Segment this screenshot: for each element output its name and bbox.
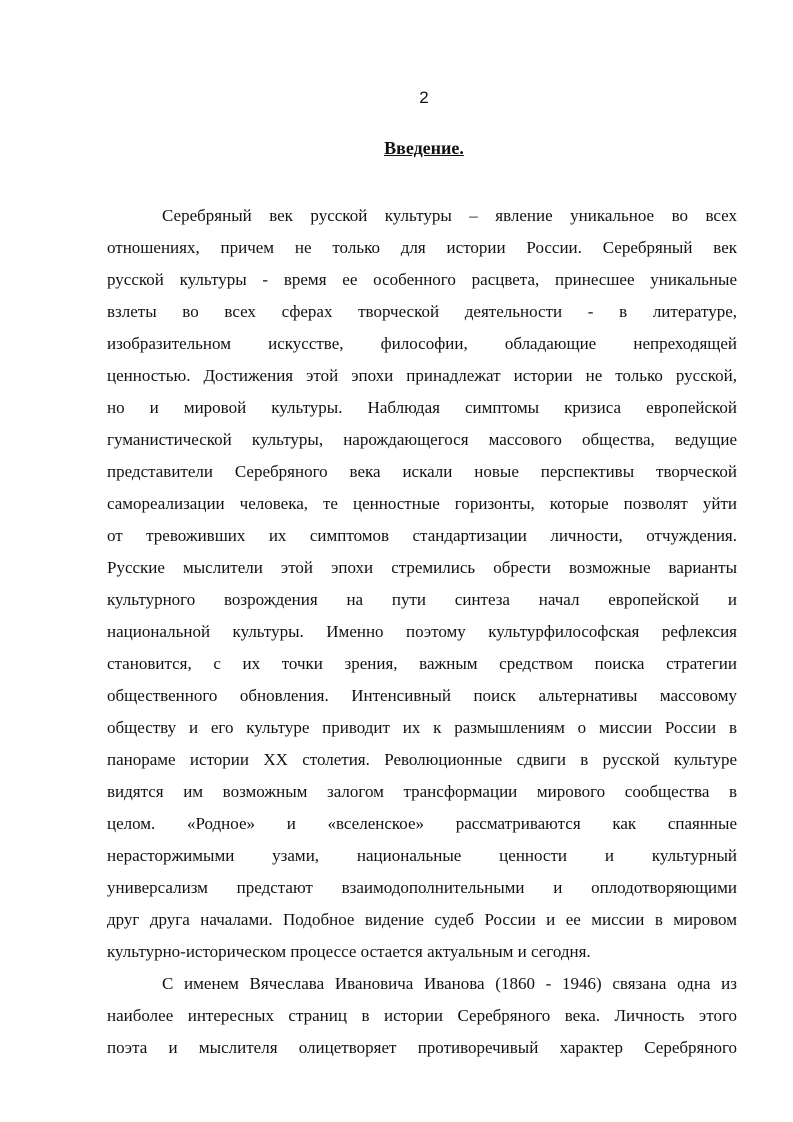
text-line: наиболее интересных страниц в истории Серебряного века. Личность этого bbox=[107, 1006, 737, 1025]
page-number: 2 bbox=[419, 88, 429, 107]
text-line: обществу и его культуре приводит их к размышлениям о миссии России в bbox=[107, 718, 737, 737]
text-line: но и мировой культуры. Наблюдая симптомы кризиса европейской bbox=[107, 398, 737, 417]
text-line: видятся им возможным залогом трансформации мирового сообщества в bbox=[107, 782, 737, 801]
text-line: от тревоживших их симптомов стандартизации личности, отчуждения. bbox=[107, 526, 737, 545]
text-line: общественного обновления. Интенсивный поиск альтернативы массовому bbox=[107, 686, 737, 705]
paragraph bbox=[107, 200, 737, 968]
text-line: поэта и мыслителя олицетворяет противоречивый характер Серебряного bbox=[107, 1038, 737, 1057]
text-line: отношениях, причем не только для истории России. Серебряный век bbox=[107, 238, 737, 257]
text-line: ценностью. Достижения этой эпохи принадлежат истории не только русской, bbox=[107, 366, 737, 385]
text-line: гуманистической культуры, нарождающегося массового общества, ведущие bbox=[107, 430, 737, 449]
text-line: национальной культуры. Именно поэтому культурфилософская рефлексия bbox=[107, 622, 737, 641]
text-line: Серебряный век русской культуры – явление уникальное во всех bbox=[162, 206, 737, 225]
body-text bbox=[107, 200, 737, 1064]
text-line: Русские мыслители этой эпохи стремились обрести возможные варианты bbox=[107, 558, 737, 577]
text-line: представители Серебряного века искали новые перспективы творческой bbox=[107, 462, 737, 481]
text-line: нерасторжимыми узами, национальные ценности и культурный bbox=[107, 846, 737, 865]
text-line: друг друга началами. Подобное видение судеб России и ее миссии в мировом bbox=[107, 910, 737, 929]
text-line: взлеты во всех сферах творческой деятельности - в литературе, bbox=[107, 302, 737, 321]
text-line: самореализации человека, те ценностные горизонты, которые позволят уйти bbox=[107, 494, 737, 513]
section-heading: Введение. bbox=[384, 138, 464, 158]
paragraph bbox=[107, 968, 737, 1064]
text-line: культурного возрождения на пути синтеза начал европейской и bbox=[107, 590, 737, 609]
text-line: универсализм предстают взаимодополнительными и оплодотворяющими bbox=[107, 878, 737, 897]
text-line: культурно-историческом процессе остается актуальным и сегодня. bbox=[107, 942, 591, 961]
text-line: целом. «Родное» и «вселенское» рассматриваются как спаянные bbox=[107, 814, 737, 833]
text-line: С именем Вячеслава Ивановича Иванова (1860 - 1946) связана одна из bbox=[162, 974, 737, 993]
text-line: русской культуры - время ее особенного расцвета, принесшее уникальные bbox=[107, 270, 737, 289]
text-line: панораме истории XX столетия. Революционные сдвиги в русской культуре bbox=[107, 750, 737, 769]
text-line: становится, с их точки зрения, важным средством поиска стратегии bbox=[107, 654, 737, 673]
text-line: изобразительном искусстве, философии, обладающие непреходящей bbox=[107, 334, 737, 353]
